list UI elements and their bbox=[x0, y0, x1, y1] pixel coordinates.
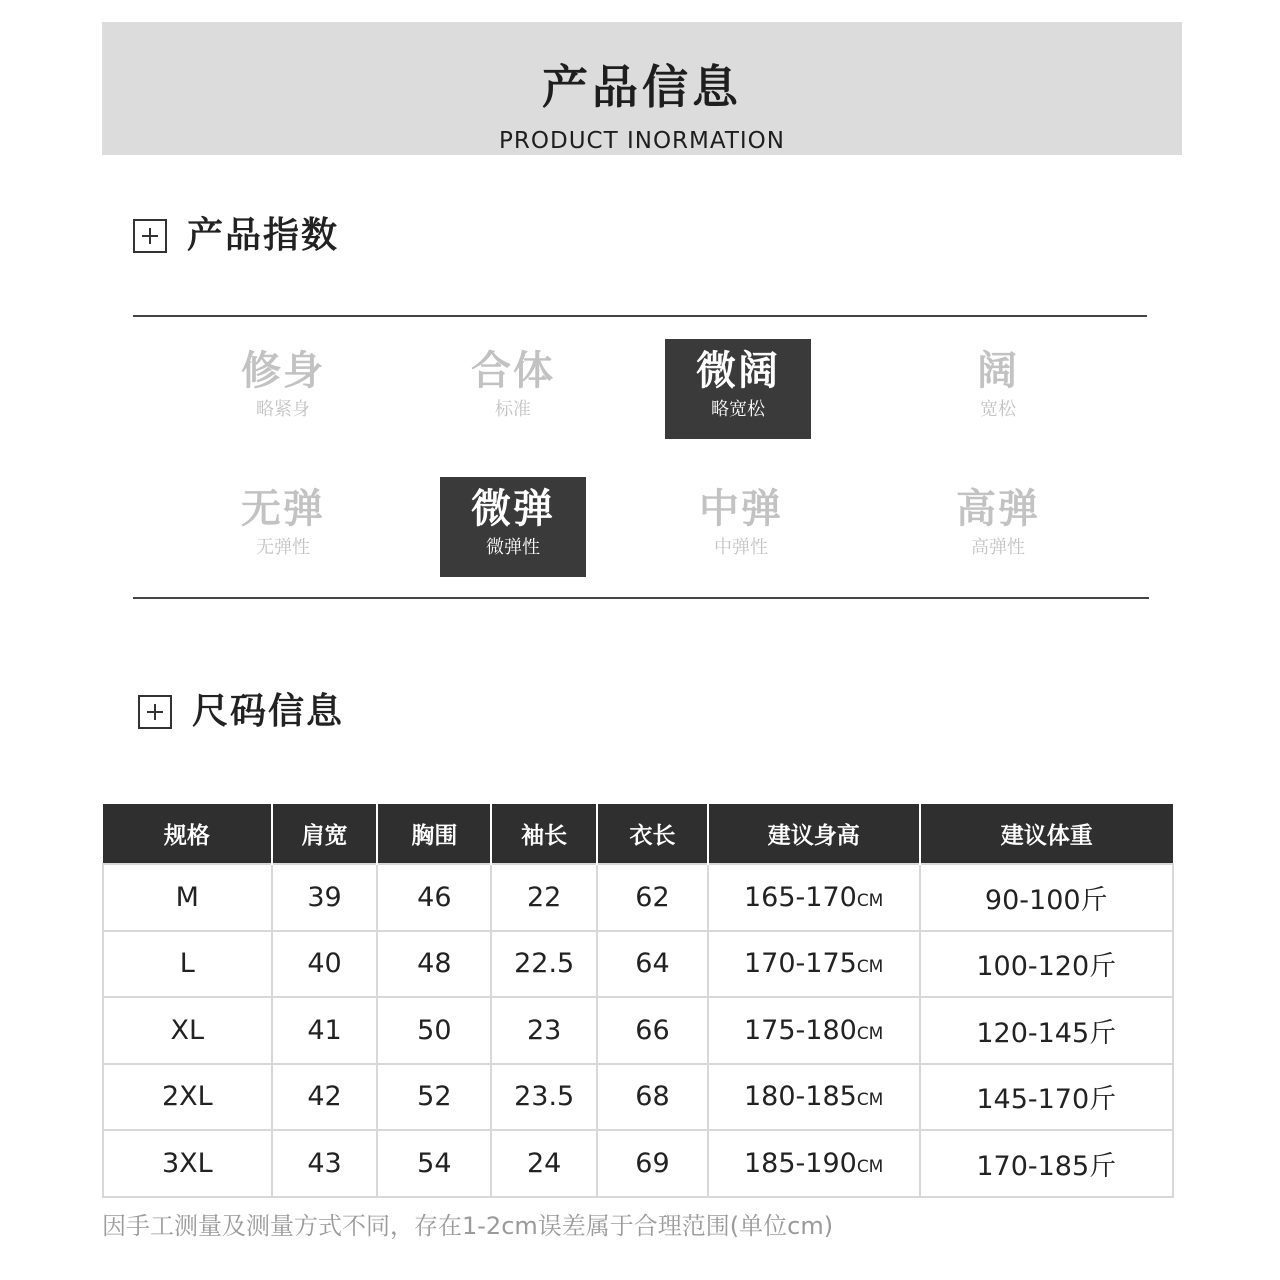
size-table bbox=[102, 804, 1174, 1198]
weight-cell: 100-120斤 bbox=[920, 931, 1174, 998]
table-row bbox=[103, 931, 1173, 998]
product-index-heading bbox=[133, 215, 340, 256]
chest-cell: 54 bbox=[377, 1130, 491, 1197]
size-cell: 3XL bbox=[103, 1130, 272, 1197]
weight-cell: 145-170斤 bbox=[920, 1064, 1174, 1131]
plus-icon bbox=[133, 219, 167, 253]
shoulder-cell: 39 bbox=[272, 864, 378, 931]
sleeve-cell: 23 bbox=[491, 997, 597, 1064]
col-header-height: 建议身高 bbox=[708, 804, 920, 864]
fit-option-slightly-loose: 微阔 略宽松 bbox=[665, 339, 811, 439]
elasticity-option-high: 高弹 高弹性 bbox=[956, 486, 1040, 558]
size-cell: L bbox=[103, 931, 272, 998]
product-info-banner bbox=[102, 22, 1182, 155]
elasticity-option-none: 无弹 无弹性 bbox=[241, 486, 325, 558]
index-top-divider bbox=[133, 315, 1147, 317]
size-table-header bbox=[103, 804, 1173, 864]
col-header-weight: 建议体重 bbox=[920, 804, 1174, 864]
measurement-note: 因手工测量及测量方式不同，存在1-2cm误差属于合理范围(单位cm) bbox=[102, 1212, 834, 1240]
col-header-size: 规格 bbox=[103, 804, 272, 864]
height-unit: CM bbox=[856, 1090, 884, 1111]
weight-cell: 120-145斤 bbox=[920, 997, 1174, 1064]
size-info-heading bbox=[138, 691, 345, 732]
sleeve-cell: 24 bbox=[491, 1130, 597, 1197]
table-row bbox=[103, 997, 1173, 1064]
fit-option-regular: 合体 标准 bbox=[471, 348, 555, 420]
table-row bbox=[103, 1130, 1173, 1197]
table-row bbox=[103, 1064, 1173, 1131]
col-header-shoulder: 肩宽 bbox=[272, 804, 378, 864]
height-unit: CM bbox=[856, 1023, 884, 1044]
elasticity-option-slight: 微弹 微弹性 bbox=[440, 477, 586, 577]
elasticity-option-medium: 中弹 中弹性 bbox=[699, 486, 783, 558]
height-cell: 180-185CM bbox=[708, 1064, 920, 1131]
height-cell: 175-180CM bbox=[708, 997, 920, 1064]
height-cell: 165-170CM bbox=[708, 864, 920, 931]
sleeve-cell: 22 bbox=[491, 864, 597, 931]
col-header-length: 衣长 bbox=[597, 804, 708, 864]
length-cell: 64 bbox=[597, 931, 708, 998]
plus-icon bbox=[138, 695, 172, 729]
banner-title: 产品信息 bbox=[542, 60, 742, 114]
sleeve-cell: 22.5 bbox=[491, 931, 597, 998]
length-cell: 66 bbox=[597, 997, 708, 1064]
index-bottom-divider bbox=[133, 597, 1149, 599]
size-info-title: 尺码信息 bbox=[192, 691, 345, 732]
chest-cell: 48 bbox=[377, 931, 491, 998]
length-cell: 68 bbox=[597, 1064, 708, 1131]
size-cell: 2XL bbox=[103, 1064, 272, 1131]
fit-option-slim: 修身 略紧身 bbox=[241, 348, 325, 420]
weight-cell: 170-185斤 bbox=[920, 1130, 1174, 1197]
col-header-chest: 胸围 bbox=[377, 804, 491, 864]
height-unit: CM bbox=[856, 890, 884, 911]
shoulder-cell: 43 bbox=[272, 1130, 378, 1197]
height-unit: CM bbox=[856, 957, 884, 978]
product-index-title: 产品指数 bbox=[187, 215, 340, 256]
weight-cell: 90-100斤 bbox=[920, 864, 1174, 931]
col-header-sleeve: 袖长 bbox=[491, 804, 597, 864]
shoulder-cell: 40 bbox=[272, 931, 378, 998]
shoulder-cell: 42 bbox=[272, 1064, 378, 1131]
size-cell: XL bbox=[103, 997, 272, 1064]
shoulder-cell: 41 bbox=[272, 997, 378, 1064]
chest-cell: 46 bbox=[377, 864, 491, 931]
banner-subtitle: PRODUCT INORMATION bbox=[499, 128, 785, 154]
length-cell: 69 bbox=[597, 1130, 708, 1197]
chest-cell: 50 bbox=[377, 997, 491, 1064]
height-unit: CM bbox=[856, 1156, 884, 1177]
sleeve-cell: 23.5 bbox=[491, 1064, 597, 1131]
fit-option-loose: 阔 宽松 bbox=[977, 348, 1019, 420]
height-cell: 185-190CM bbox=[708, 1130, 920, 1197]
size-cell: M bbox=[103, 864, 272, 931]
height-cell: 170-175CM bbox=[708, 931, 920, 998]
table-row bbox=[103, 864, 1173, 931]
chest-cell: 52 bbox=[377, 1064, 491, 1131]
length-cell: 62 bbox=[597, 864, 708, 931]
